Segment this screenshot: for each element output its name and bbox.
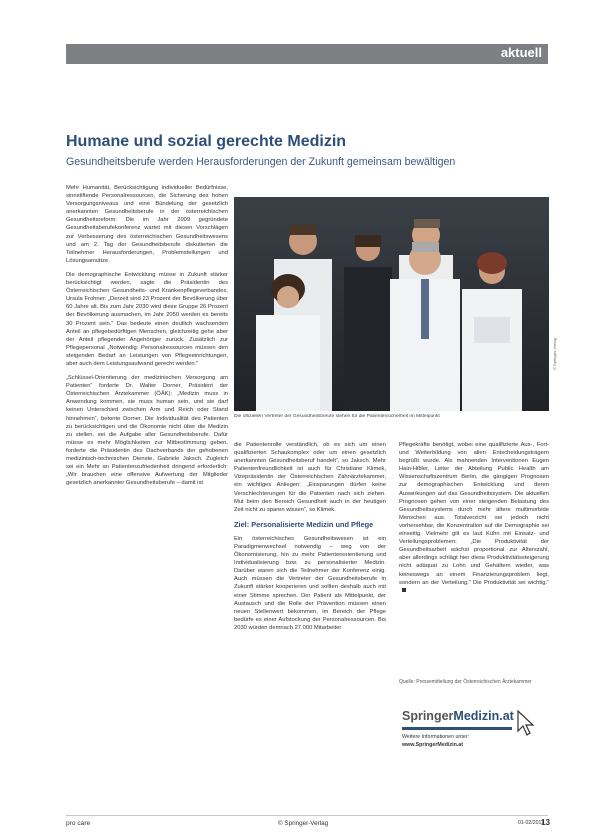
article-column-3 (399, 441, 549, 671)
source-note: Quelle: Pressemitteilung der Österreichischen Ärztekammer (399, 679, 532, 685)
promo-info-text: Weitere Informationen unter: (402, 734, 470, 740)
paragraph: „Schlüssel-Orientierung der medizinischen Versorgung am Patienten“ forderte Dr. Walter Dorner, Präsident der Österreichischen Ärztekammer (ÖÄK): „Medizin muss in Anwendung kommen, sie muss human sein, und sie darf keinen Unterschied zwischen Arm und Reich oder Stand hinnehmen“, betonte Dorner. Die Individualität des Patienten zu berücksichtigen und die Ökonomie nicht über die Medizin zu stellen, sei die Aufgabe aller Gesundheitsberufe. Dafür müsse es mehr Möglichkeiten zur Mitbestimmung geben, forderte die Präsidentin des Dachverbands der gehobenen medizinisch-technischen Dienste, Gabriele Jaksch. Zugleich sei ein Mehr an Patientenzufriedenheit dringend erforderlich: „Wir brauchen eine offensive Aufwertung der Mitglieder gesetzlich anerkannter Gesundheitsberufe – damit ist (66, 375, 228, 487)
logo-part-1: Springer (402, 709, 454, 723)
page-number: 13 (541, 818, 551, 827)
promo-website-link[interactable]: www.SpringerMedizin.at (402, 742, 464, 748)
paragraph (399, 441, 549, 595)
logo-part-2: Medizin.at (453, 709, 514, 723)
section-tag: aktuell (500, 45, 542, 60)
mouse-cursor-icon (516, 709, 536, 737)
group-photo (234, 197, 549, 411)
publisher-note: © Springer-Verlag (278, 820, 329, 827)
section-subheading: Ziel: Personalisierte Medizin und Pflege (234, 519, 374, 529)
issue-number: 01-02/2011 (518, 820, 544, 826)
photo-caption: Die offiziellen Vertreter der Gesundheitsberufe stehen für die Patientensicherheit im Mittelpunkt (234, 414, 440, 419)
springer-medizin-promo[interactable] (399, 699, 549, 765)
end-mark-icon (402, 588, 406, 592)
springer-medizin-logo (402, 709, 514, 723)
article-subtitle: Gesundheitsberufe werden Herausforderungen der Zukunft gemeinsam bewältigen (66, 156, 456, 168)
section-header-band (66, 44, 548, 64)
article-column-2 (234, 441, 386, 819)
group-photo-illustration (234, 197, 549, 411)
paragraph-text: Pflegekräfte benötigt, wobei eine qualifizierte Aus-, Fort- und Weiterbildung von allen Entscheidungsträgern begrüßt wurde. Als mahnenden Interventionen Eugen Hain-Hibler, Leiter der Abteilung Public Health am Wissenschaftszentrum Berlin, die gängigen Prognosen zur demographischen Entwicklung und deren Auswirkungen auf das Gesundheitssystem. Die aktuellen Prognosen gehen von einer steigenden Belastung des Gesundheitssystems durch mehr ältere multimorbide Menschen aus. Totalverzicht sei jedoch nicht vorhersehbar, die Konzentration auf die Demographie sei einseitig. Vielmehr gilt es laut Kühn mit Einsatz- und Verteilungsproblemen: „Die Produktivität der Gesundheitsarbeit wächst proportional zur Alterszahl, aber allerdings schlägt hier diese Produktivitätssteigerung nicht adäquat zu Lohn und Gehältern wieder, was keineswegs an einem Finanzierungsproblem liegt, sondern an der Verteilung.“ Die Produktivität sei wichtig.“ (399, 442, 549, 586)
logo-underline (402, 727, 512, 730)
footer-divider (66, 815, 548, 816)
paragraph: Die demographische Entwicklung müsse in Zukunft stärker berücksichtigt werden, sagte die Präsidentin des Österreichischen Gesundheits- und Krankenpflegeverbandes, Ursula Frohner: „Derzeit sind 23 Prozent der Bevölkerung über 60 Jahre alt. Bis zum Jahr 2030 wird diese Gruppe 26 Prozent der Bevölkerung ausmachen, im Jahr 2050 werden es bereits 30 Prozent sein.“ Das bedeute einen deutlich wachsenden Anteil an pflegebedürftigen Menschen, gleichzeitig gehe aber der Anteil pflegender Angehöriger zurück. Zusätzlich zur Pflegepersonal „Notwendig: Personalressourcen müssen den steigenden Bedarf an Leistungen von Pflegeeinrichtungen, aber auch dem Leistungsaufwand gerecht werden.“ (66, 271, 228, 367)
paragraph: die Patientenrolle verständlich, ob es sich um einen qualifizierten Schaukomplex oder um einen gesetzlich anerkannten Gesundheitsberuf handelt“, so Jaksch. Mehr Patientenfreundlichkeit ist auch für Christiane Klimek, Vizepräsidentin der Österreichischen Zahnärztekammer, ein wichtiges Anliegen: „Einsparungen dürfen keine Verschlechterungen für die Patienten nach sich ziehen. Mut beim den Bereich Gesundheit auch in der heutigen Zeit nicht zu sparen wissen“, so Klimek. (234, 442, 386, 513)
article-column-1 (66, 184, 228, 820)
paragraph: Ein österreichisches Gesundheitswesen ist ein Paradigmenwechsel notwendig – weg von der Ökonomisierung, hin zu mehr Patientenorientierung und Individualisierung bzw. zu personalisierter Medizin. Darüber waren sich die Teilnehmer der Konferenz einig. Auch müssen die Vertreter der Gesundheitsberufe in Zukunft stärker kooperieren und sollten deshalb auch mit einer Stimme sprechen. Der Patient als Mittelpunkt, der Austausch und die Rolle der Prävention müssen einen neuen Stellenwert bekommen, im Bereich der Pflege bedürfe es einer Aufstockung der Personalressourcen. Bis 2030 würden demnach 27.000 Mitarbeiter (234, 535, 386, 631)
photo-credit: © Springer-Verlag (552, 338, 557, 370)
article-title: Humane und sozial gerechte Medizin (66, 133, 347, 150)
journal-name: pro care (66, 820, 91, 827)
paragraph: Mehr Humanität, Berücksichtigung individueller Bedürfnisse, sinnstiftende Personalressourcen, die Sicherung des hohen Versorgungsniveaus und eine Bündelung der gesetzlich anerkannten Gesundheitsberufe in der österreichischen Gesundheitsreform: Die im Jahr 2009 gegründete Gesundheitsberufekonferenz wartet mit diesen Vorschlägen zur Verbesserung des österreichischen Gesundheitswesens und am 2. Tag der Gesundheitsberufe diskutierten die Teilnehmer Herausforderungen, Problemstellungen und Lösungsansätze. (66, 185, 228, 264)
